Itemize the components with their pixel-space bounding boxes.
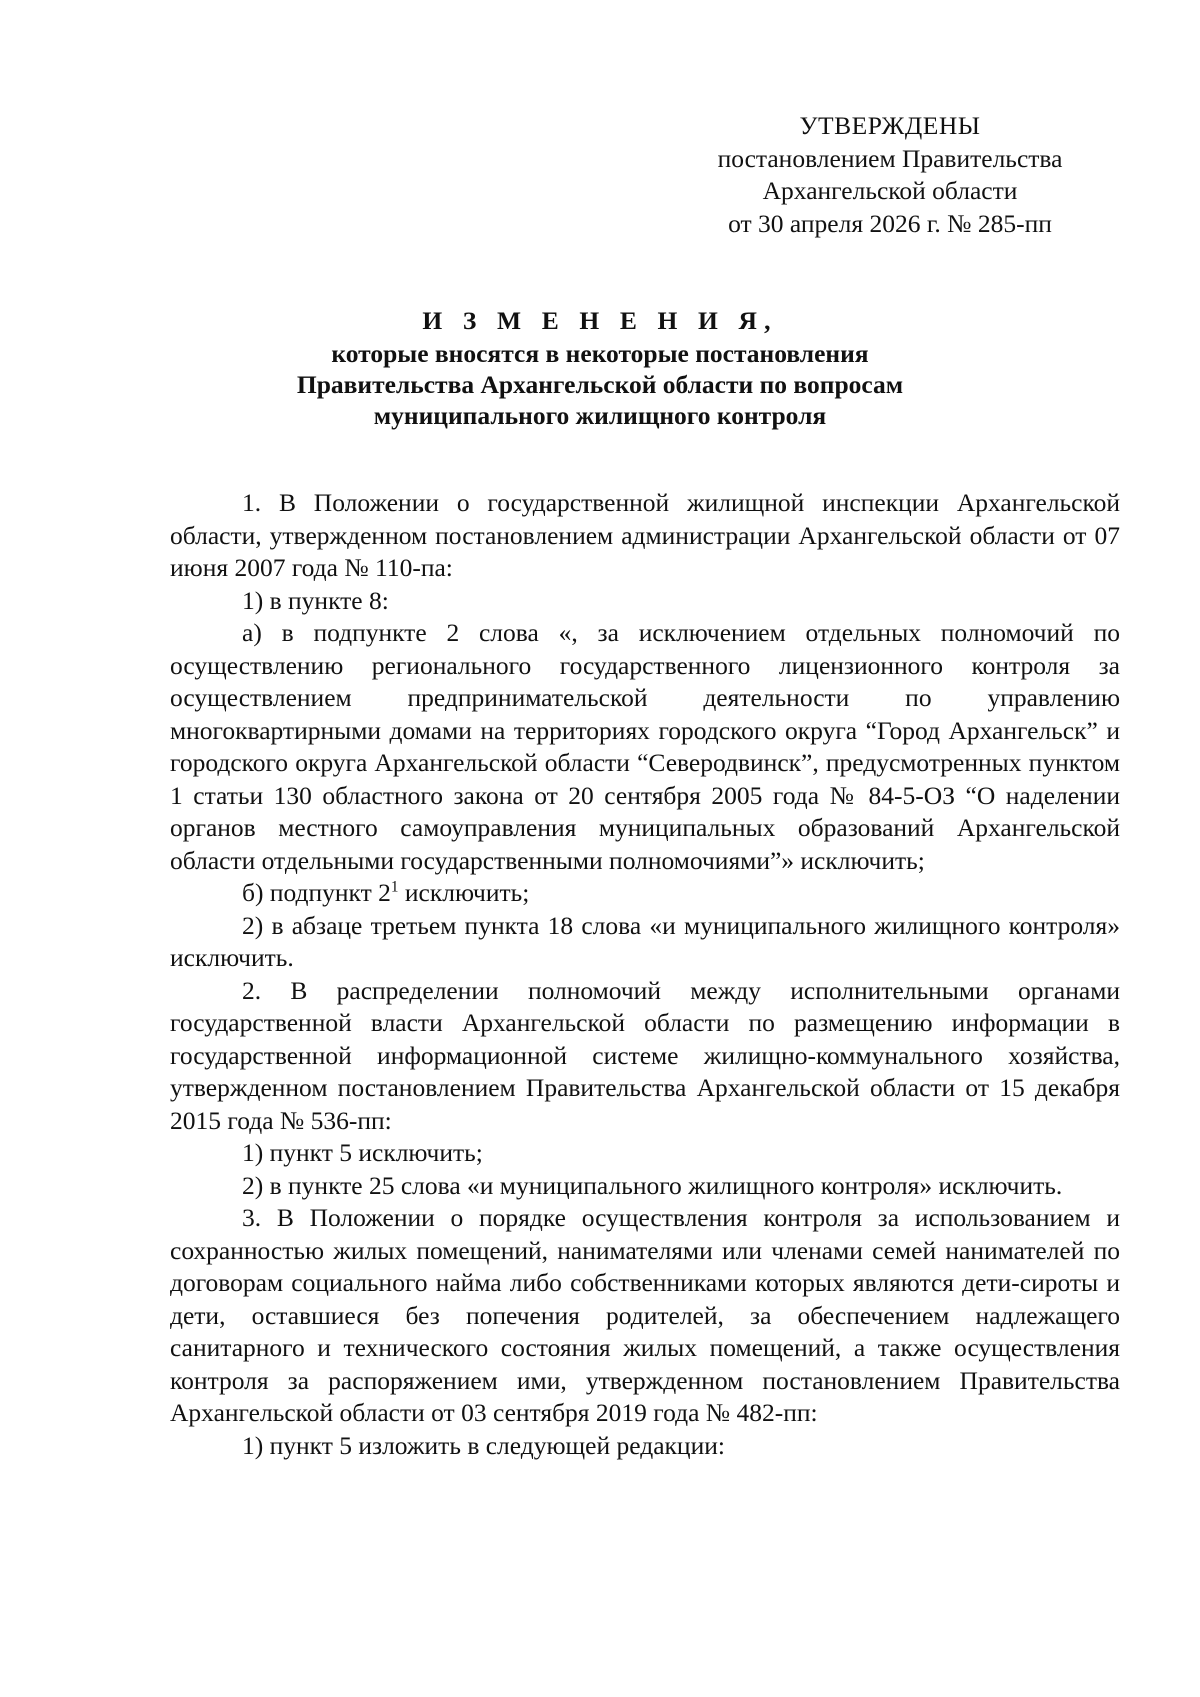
item-1b-text: б) подпункт 2 bbox=[242, 878, 391, 907]
paragraph-3: 3. В Положении о порядке осуществления контроля за использованием и сохранностью жилых помещений, нанимателями или членами семей нанимателей по договорам социального найма либо собственниками которых являются дети-сироты и дети, оставшиеся без попечения родителей, за обеспечением надлежащего санитарного и технического состояния жилых помещений, а также осуществления контроля за распоряжением ими, утвержденном постановлением Правительства Архангельской области от 03 сентября 2019 года № 482-пп: bbox=[170, 1203, 1120, 1427]
title-line-1: которые вносятся в некоторые постановления bbox=[331, 339, 869, 368]
paragraph-2-item-1: 1) пункт 5 исключить; bbox=[242, 1138, 483, 1167]
paragraph-1-item-2: 2) в абзаце третьем пункта 18 слова «и муниципального жилищного контроля» исключить. bbox=[170, 910, 1120, 972]
document-body bbox=[170, 487, 1120, 1462]
approval-date-line: от 30 апреля 2026 г. № 285-пп bbox=[728, 208, 1052, 238]
title-line-3: муниципального жилищного контроля bbox=[373, 401, 827, 430]
title-heading: И З М Е Н Е Н И Я, bbox=[422, 306, 778, 335]
approval-line-1: постановлением Правительства bbox=[717, 143, 1063, 173]
approval-heading: УТВЕРЖДЕНЫ bbox=[799, 111, 981, 140]
paragraph-1-item-1a: а) в подпункте 2 слова «, за исключением отдельных полномочий по осуществлению регионального государственного лицензионного контроля за осуществлением предпринимательской деятельности по управлению многоквартирными домами на территориях городского округа “Город Архангельск” и городского округа Архангельской области “Северодвинск”, предусмотренных пунктом 1 статьи 130 областного закона от 20 сентября 2005 года № 84-5-ОЗ “О наделении органов местного самоуправления муниципальных образований Архангельской области отдельными государственными полномочиями”» исключить; bbox=[170, 618, 1120, 875]
paragraph-2-item-2: 2) в пункте 25 слова «и муниципального жилищного контроля» исключить. bbox=[242, 1170, 1063, 1200]
paragraph-2: 2. В распределении полномочий между исполнительными органами государственной власти Архангельской области по размещению информации в государственной информационной системе жилищно-коммунального хозяйства, утвержденном постановлением Правительства Архангельской области от 15 декабря 2015 года № 536-пп: bbox=[170, 975, 1120, 1135]
paragraph-1: 1. В Положении о государственной жилищной инспекции Архангельской области, утвержденном постановлением администрации Архангельской области от 07 июня 2007 года № 110-па: bbox=[170, 488, 1120, 582]
paragraph-3-item-1: 1) пункт 5 изложить в следующей редакции: bbox=[242, 1430, 725, 1460]
superscript-index: 1 bbox=[390, 878, 399, 896]
approval-stamp bbox=[680, 110, 1100, 240]
paragraph-1-item-1b bbox=[170, 877, 1120, 910]
title-line-2: Правительства Архангельской области по вопросам bbox=[296, 370, 904, 399]
approval-line-2: Архангельской области bbox=[762, 176, 1018, 205]
paragraph-1-item-1: 1) в пункте 8: bbox=[242, 585, 389, 615]
document-title bbox=[160, 305, 1040, 431]
item-1b-text-end: исключить; bbox=[398, 878, 530, 907]
